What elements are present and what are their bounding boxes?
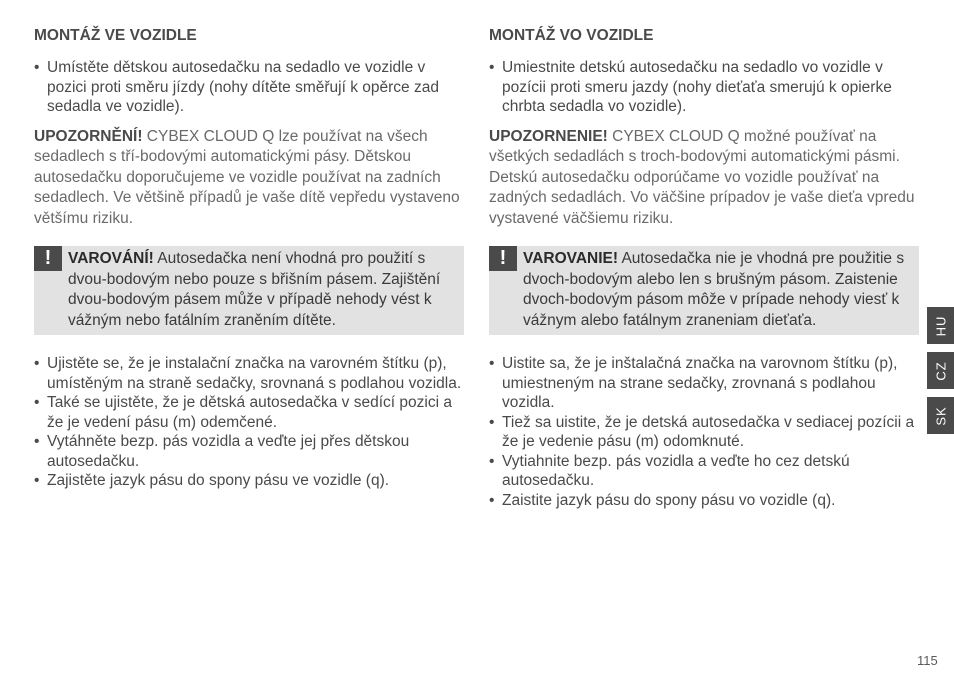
warning-label: VAROVANIE! (523, 250, 619, 267)
page-number: 115 (917, 653, 938, 668)
list-item: • Zajistěte jazyk pásu do spony pásu ve vozidle (q). (34, 471, 466, 491)
tab-label: CZ (933, 360, 948, 381)
bullet-list (34, 58, 466, 117)
language-tabs (927, 307, 954, 442)
tab-cz[interactable] (927, 352, 954, 389)
list-item: • Vytáhněte bezp. pás vozidla a veďte jej přes dětskou autosedačku. (34, 432, 466, 471)
warning-box (34, 246, 464, 335)
warning-text: Autosedačka nie je vhodná pre použitie s dvoch-bodovým alebo len s brušným pásom. Zaistenie dvoch-bodovým pásom môže v prípade nehody viesť k vážnym alebo fatálnym zraneniam dieťaťa. (523, 250, 905, 329)
notice-label: UPOZORNĚNÍ! (34, 127, 143, 145)
notice-label: UPOZORNENIE! (489, 127, 608, 145)
notice-paragraph (34, 127, 466, 230)
warning-box (489, 246, 919, 335)
section-heading: MONTÁŽ VE VOZIDLE (34, 27, 197, 44)
tab-sk[interactable] (927, 397, 954, 434)
bullet-list (489, 58, 921, 117)
list-item: • Zaistite jazyk pásu do spony pásu vo vozidle (q). (489, 491, 921, 511)
notice-text: CYBEX CLOUD Q lze používat na všech sedadlech s tří-bodovými automatickými pásy. Dětskou autosedačku doporučujeme ve vozidle používat na zadních sedadlech. Ve většině případů je vaše dítě vepředu vystaveno většímu riziku. (34, 127, 460, 227)
list-item: • Umiestnite detskú autosedačku na sedadlo vo vozidle v pozícii proti smeru jazdy (nohy dieťaťa smerujú k opierke chrbta sedadla vo vozidle). (489, 58, 921, 117)
warning-text: Autosedačka není vhodná pro použití s dvou-bodovým nebo pouze s břišním pásem. Zajištění dvou-bodovým pásem může v případě nehody vést k vážným nebo fatálním zraněním dítěte. (68, 250, 441, 329)
column-cz (34, 26, 466, 491)
list-item: • Uistite sa, že je inštalačná značka na varovnom štítku (p), umiestneným na strane sedačky, zrovnaná s podlahou vozidla. (489, 354, 921, 413)
bullet-list (34, 354, 466, 491)
tab-hu[interactable] (927, 307, 954, 344)
warning-label: VAROVÁNÍ! (68, 250, 154, 267)
tab-label: SK (933, 405, 948, 426)
column-sk (489, 26, 921, 510)
bullet-list (489, 354, 921, 510)
tab-label: HU (933, 315, 948, 336)
notice-paragraph (489, 127, 921, 230)
section-heading: MONTÁŽ VO VOZIDLE (489, 27, 654, 44)
list-item: • Vytiahnite bezp. pás vozidla a veďte ho cez detskú autosedačku. (489, 452, 921, 491)
exclamation-icon: ! (489, 246, 517, 271)
list-item: • Umístěte dětskou autosedačku na sedadlo ve vozidle v pozici proti směru jízdy (nohy dítěte směřují k opěrce zad sedadla ve vozidle). (34, 58, 466, 117)
list-item: • Ujistěte se, že je instalační značka na varovném štítku (p), umístěným na straně sedačky, srovnaná s podlahou vozidla. (34, 354, 466, 393)
list-item: • Také se ujistěte, že je dětská autosedačka v sedící pozici a že je vedení pásu (m) odemčené. (34, 393, 466, 432)
notice-text: CYBEX CLOUD Q možné používať na všetkých sedadlách s troch-bodovými automatickými pásmi. Detskú autosedačku odporúčame vo vozidle používať na zadných sedadlách. Vo väčšine prípadov je vaše dieťa vpredu vystavené väčšiemu riziku. (489, 127, 915, 227)
list-item: • Tiež sa uistite, že je detská autosedačka v sediacej pozícii a že je vedenie pásu (m) odomknuté. (489, 413, 921, 452)
exclamation-icon: ! (34, 246, 62, 271)
